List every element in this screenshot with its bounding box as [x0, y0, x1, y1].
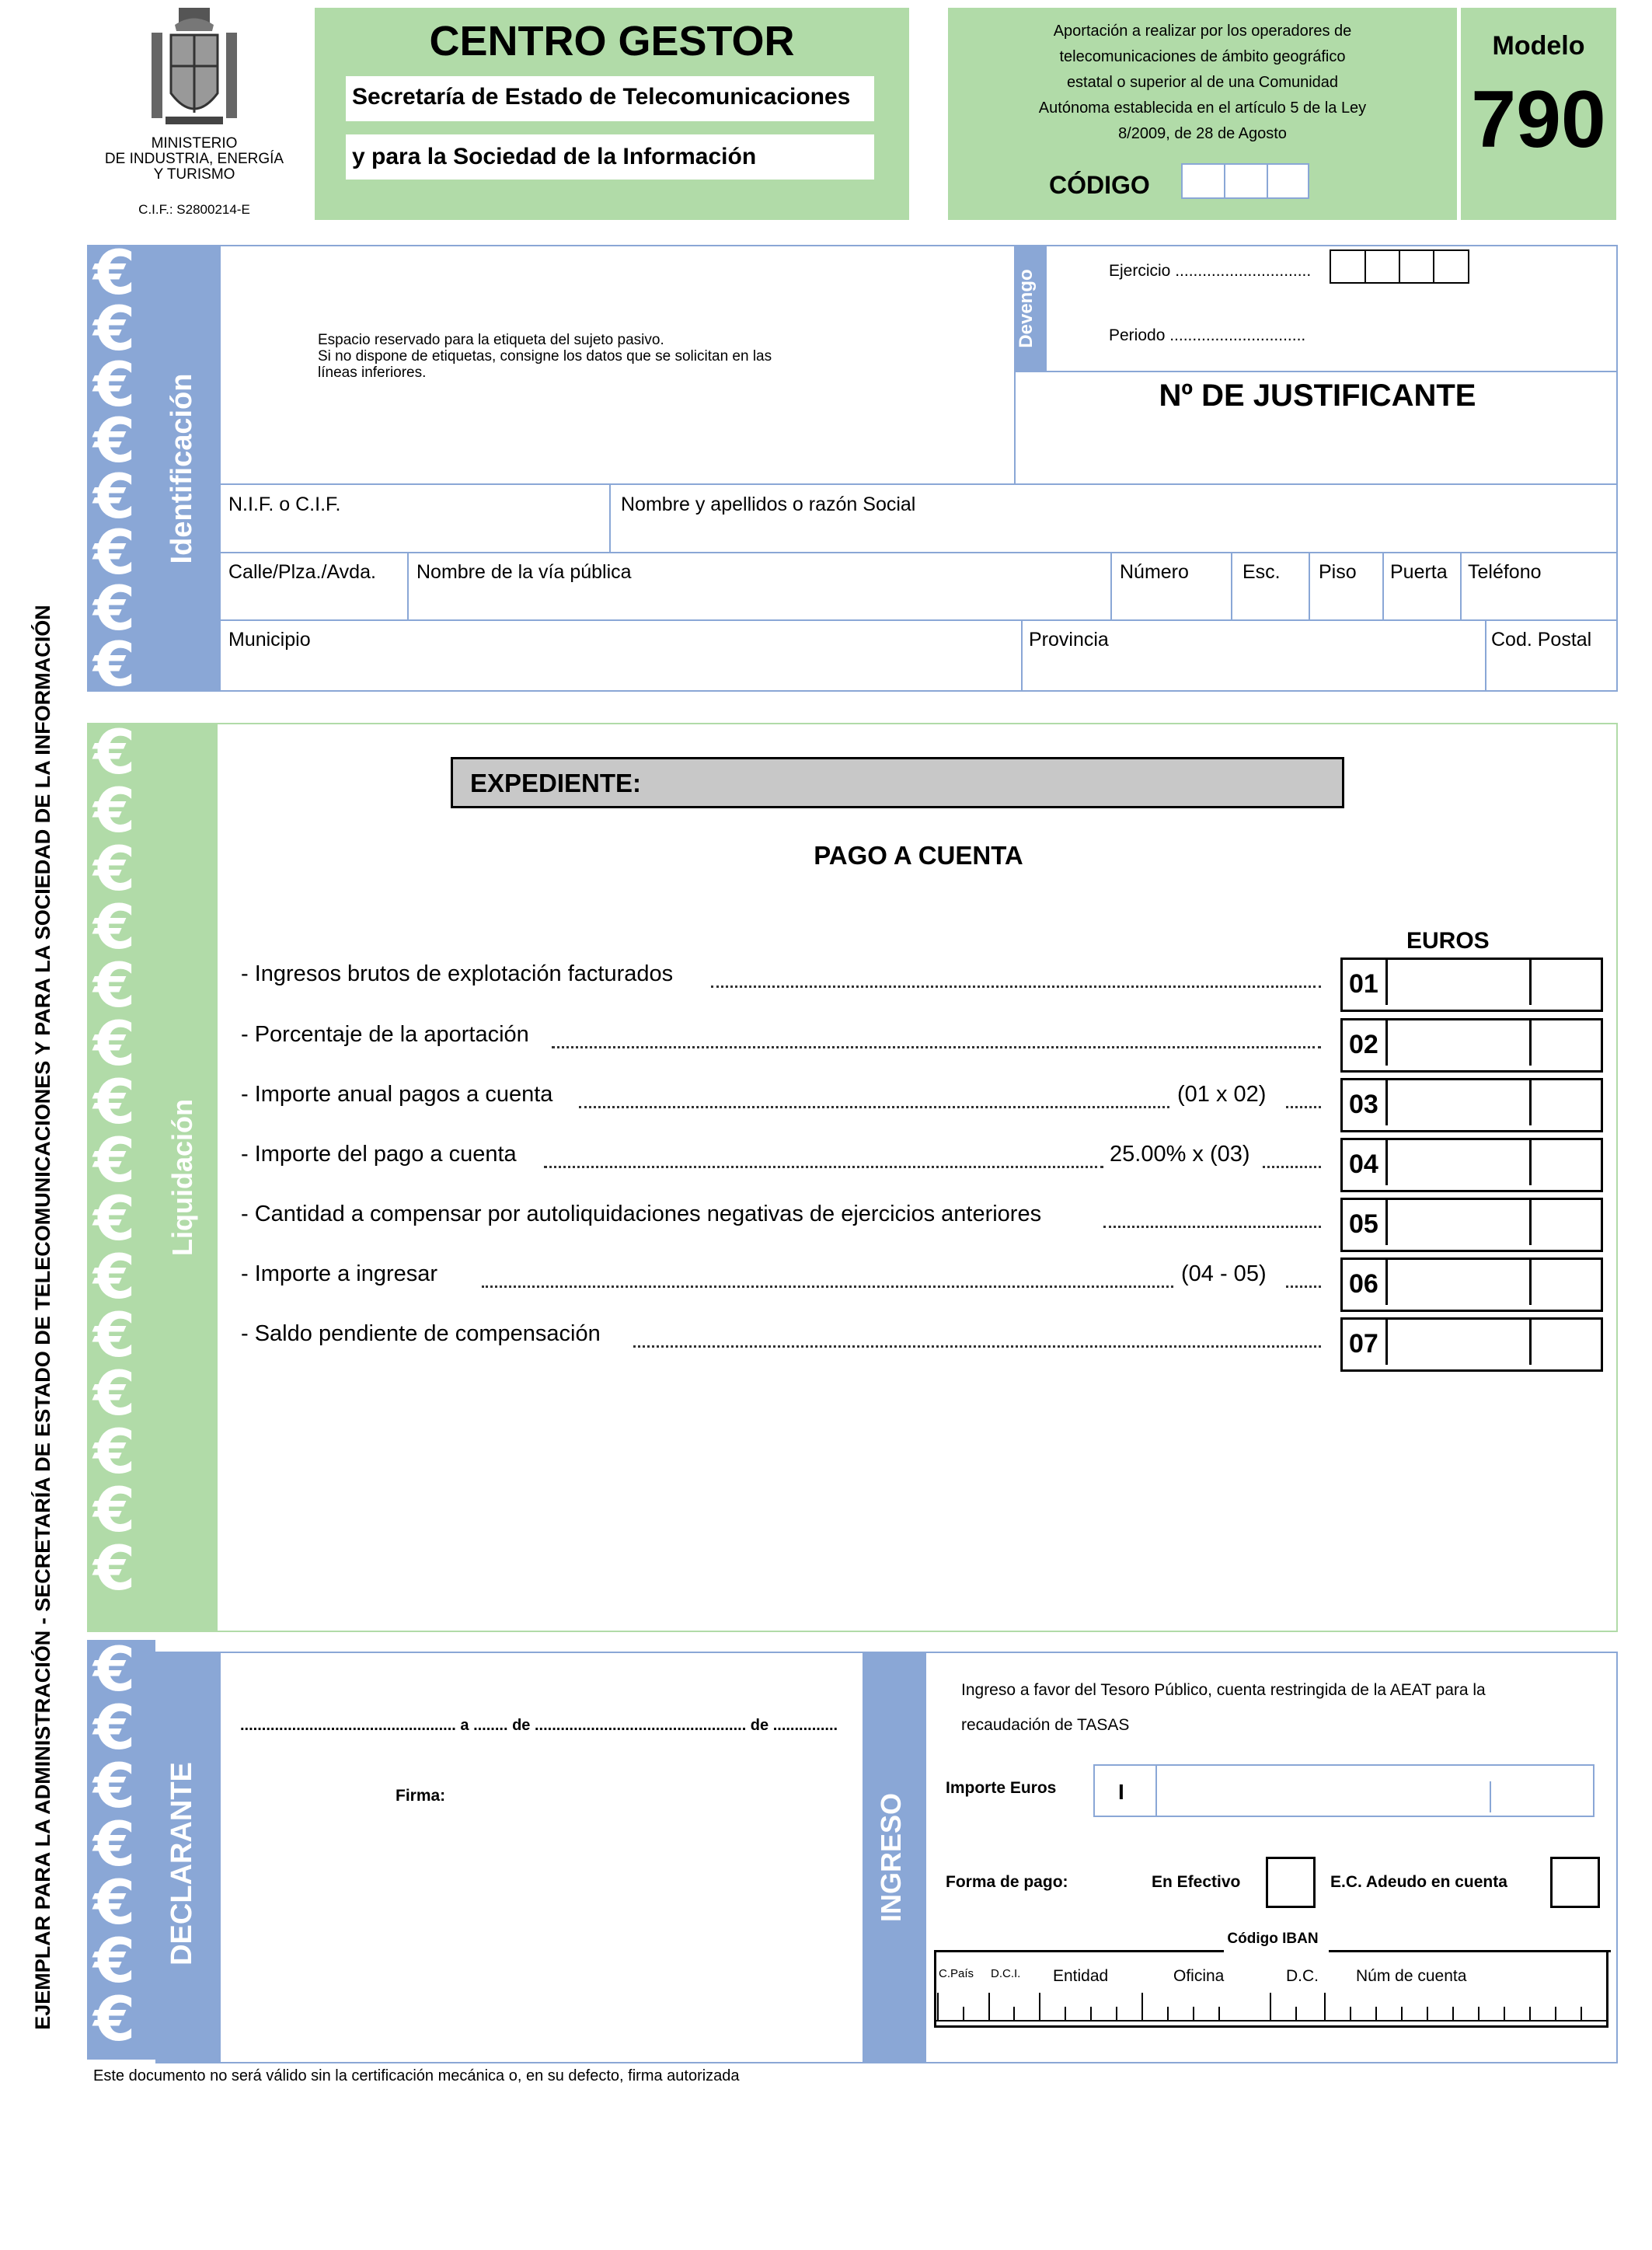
ingreso-intro — [961, 1673, 1486, 1742]
liquidacion-box — [216, 723, 1618, 1632]
ministry-cif: C.I.F.: S2800214-E — [138, 202, 250, 217]
label-note — [318, 332, 772, 381]
row-formula: (04 - 05) — [1181, 1261, 1267, 1286]
identificacion-band — [155, 245, 219, 692]
row-label: - Importe del pago a cuenta — [241, 1142, 517, 1167]
amount-box-05[interactable] — [1340, 1198, 1603, 1252]
footer-note: Este documento no será válido sin la certificación mecánica o, en su defecto, firma autorizada — [93, 2067, 740, 2084]
iban-col-dc: D.C. — [1286, 1967, 1319, 1985]
euro-strip-bottom: € € € € € € € — [87, 1640, 155, 2060]
pago-cuenta-title: PAGO A CUENTA — [814, 841, 1023, 870]
divider — [1231, 552, 1232, 619]
centro-gestor-line1-box — [346, 76, 874, 121]
field-numero[interactable]: Número — [1120, 561, 1189, 583]
ingreso-intro-line: recaudación de TASAS — [961, 1716, 1130, 1734]
divider — [407, 552, 409, 619]
iban-col-cpais: C.País — [939, 1967, 974, 1980]
ministry-block — [78, 8, 311, 225]
row-label: - Porcentaje de la aportación — [241, 1022, 529, 1047]
firma-label: Firma: — [396, 1787, 446, 1805]
divider — [1110, 552, 1112, 619]
ingreso-intro-line: Ingreso a favor del Tesoro Público, cuenta restringida de la AEAT para la — [961, 1681, 1486, 1699]
divider — [1309, 552, 1310, 619]
ministry-line1: MINISTERIO — [151, 135, 238, 152]
centro-gestor-line2: y para la Sociedad de la Información — [352, 144, 757, 169]
liquidacion-band — [155, 723, 216, 1632]
euro-strip-middle: € € € € € € € € € € € € € € € — [87, 723, 155, 1632]
ingreso-label: INGRESO — [875, 1792, 907, 1923]
ministry-line3: Y TURISMO — [153, 166, 235, 183]
coat-of-arms-icon — [144, 8, 245, 132]
row-label: - Saldo pendiente de compensación — [241, 1321, 601, 1346]
declarante-band — [155, 1652, 219, 2063]
expediente-field[interactable] — [451, 757, 1344, 808]
aportacion-line: estatal o superior al de una Comunidad — [1066, 74, 1339, 91]
euros-header: EUROS — [1406, 928, 1490, 954]
euro-strip-top: € € € € € € € € — [87, 245, 155, 692]
identificacion-label: Identificación — [166, 373, 198, 564]
iban-input[interactable] — [934, 1950, 1608, 2028]
row-label: - Cantidad a compensar por autoliquidaciones negativas de ejercicios anteriores — [241, 1202, 1042, 1226]
iban-col-oficina: Oficina — [1173, 1967, 1225, 1985]
date-line: .................................................. a ........ de ................................................. de ............... — [240, 1717, 838, 1734]
label-note-line: líneas inferiores. — [318, 365, 427, 381]
expediente-label: EXPEDIENTE: — [470, 769, 642, 797]
divider — [1382, 552, 1384, 619]
dotted-leader — [552, 1046, 1321, 1048]
divider — [1460, 552, 1462, 619]
forma-pago-label: Forma de pago: — [946, 1873, 1068, 1891]
amount-box-02[interactable] — [1340, 1018, 1603, 1073]
efectivo-checkbox[interactable] — [1266, 1857, 1316, 1908]
field-provincia[interactable]: Provincia — [1029, 629, 1109, 651]
ministry-line2: DE INDUSTRIA, ENERGÍA — [104, 151, 284, 167]
dotted-leader — [1263, 1166, 1321, 1168]
box-number: 01 — [1349, 969, 1378, 999]
efectivo-label: En Efectivo — [1152, 1873, 1241, 1891]
declarante-label: DECLARANTE — [166, 1762, 198, 1966]
fields-row2-line — [221, 552, 1618, 553]
codigo-input[interactable] — [1181, 163, 1309, 199]
field-postal[interactable]: Cod. Postal — [1491, 629, 1592, 651]
field-calle[interactable]: Calle/Plza./Avda. — [228, 561, 376, 583]
centro-gestor-title: CENTRO GESTOR — [429, 18, 795, 65]
dotted-leader — [579, 1106, 1169, 1108]
amount-box-03[interactable] — [1340, 1078, 1603, 1132]
importe-prefix: I — [1118, 1780, 1124, 1804]
divider — [1021, 619, 1023, 692]
field-municipio[interactable]: Municipio — [228, 629, 311, 651]
iban-col-dci: D.C.I. — [991, 1967, 1021, 1980]
devengo-divider-h — [1014, 371, 1618, 372]
field-telefono[interactable]: Teléfono — [1468, 561, 1542, 583]
dotted-leader — [1103, 1226, 1321, 1228]
aportacion-line: Autónoma establecida en el artículo 5 de la Ley — [1038, 99, 1367, 117]
devengo-band — [1016, 246, 1047, 371]
amount-box-04[interactable] — [1340, 1138, 1603, 1192]
amount-box-07[interactable] — [1340, 1317, 1603, 1372]
field-nombre[interactable]: Nombre y apellidos o razón Social — [621, 494, 916, 515]
iban-col-entidad: Entidad — [1053, 1967, 1109, 1985]
label-note-line: Espacio reservado para la etiqueta del sujeto pasivo. — [318, 332, 664, 348]
iban-col-cuenta: Núm de cuenta — [1356, 1967, 1467, 1985]
row-label: - Ingresos brutos de explotación facturados — [241, 961, 674, 986]
divider — [1485, 619, 1486, 692]
row-formula: (01 x 02) — [1177, 1082, 1267, 1107]
field-nif[interactable]: N.I.F. o C.I.F. — [228, 494, 341, 515]
devengo-divider-v — [1014, 246, 1016, 483]
side-vertical-text: EJEMPLAR PARA LA ADMINISTRACIÓN - SECRETARÍA DE ESTADO DE TELECOMUNICACIONES Y PARA LA SOCIEDAD DE LA INFORMACIÓN — [31, 605, 54, 2030]
row-label: - Importe a ingresar — [241, 1261, 438, 1286]
declarante-box — [219, 1652, 864, 2063]
box-number: 04 — [1349, 1149, 1378, 1179]
centro-gestor-line1: Secretaría de Estado de Telecomunicaciones — [352, 84, 851, 110]
aportacion-line: 8/2009, de 28 de Agosto — [1118, 125, 1287, 142]
dotted-leader — [711, 985, 1321, 988]
box-number: 02 — [1349, 1030, 1378, 1059]
importe-label: Importe Euros — [946, 1779, 1057, 1797]
dotted-leader — [544, 1166, 1103, 1168]
fields-row1-line — [221, 483, 1618, 485]
box-number: 06 — [1349, 1269, 1378, 1299]
modelo-label: Modelo — [1492, 31, 1585, 61]
box-number: 07 — [1349, 1329, 1378, 1359]
aportacion-line: Aportación a realizar por los operadores de — [1053, 23, 1352, 40]
aportacion-line: telecomunicaciones de ámbito geográfico — [1059, 48, 1346, 65]
field-via[interactable]: Nombre de la vía pública — [416, 561, 632, 583]
field-esc[interactable]: Esc. — [1242, 561, 1281, 583]
aportacion-box — [948, 8, 1457, 220]
field-puerta[interactable]: Puerta — [1390, 561, 1448, 583]
dotted-leader — [633, 1345, 1321, 1348]
divider — [609, 483, 611, 552]
ingreso-band — [864, 1652, 925, 2063]
devengo-label: Devengo — [1016, 269, 1037, 348]
adeudo-label: E.C. Adeudo en cuenta — [1330, 1873, 1507, 1891]
ejercicio-input[interactable] — [1330, 249, 1469, 284]
amount-box-01[interactable] — [1340, 958, 1603, 1012]
centro-gestor-box — [315, 8, 909, 220]
ingreso-box — [925, 1652, 1618, 2063]
fields-row3-line — [221, 619, 1618, 621]
field-piso[interactable]: Piso — [1319, 561, 1357, 583]
iban-tick-marks — [936, 1993, 1606, 2024]
row-formula: 25.00% x (03) — [1110, 1142, 1250, 1167]
ministry-name — [78, 136, 311, 183]
dotted-leader — [1286, 1285, 1321, 1288]
importe-input[interactable] — [1093, 1764, 1594, 1817]
aportacion-text — [964, 19, 1441, 147]
ejercicio-label: Ejercicio .............................. — [1109, 262, 1312, 280]
row-label: - Importe anual pagos a cuenta — [241, 1082, 553, 1107]
adeudo-checkbox[interactable] — [1550, 1857, 1600, 1908]
centro-gestor-line2-box — [346, 134, 874, 180]
label-note-line: Si no dispone de etiquetas, consigne los datos que se solicitan en las — [318, 348, 772, 365]
justificante-label: Nº DE JUSTIFICANTE — [1159, 378, 1476, 413]
liquidacion-label: Liquidación — [166, 1099, 198, 1256]
identificacion-box — [219, 245, 1618, 692]
codigo-label: CÓDIGO — [1049, 171, 1150, 199]
box-number: 03 — [1349, 1090, 1378, 1119]
modelo-number: 790 — [1471, 75, 1606, 165]
iban-label: Código IBAN — [1227, 1931, 1319, 1947]
amount-box-06[interactable] — [1340, 1258, 1603, 1312]
dotted-leader — [1286, 1106, 1321, 1108]
modelo-box — [1461, 8, 1616, 220]
dotted-leader — [482, 1285, 1173, 1288]
box-number: 05 — [1349, 1209, 1378, 1239]
periodo-label: Periodo .............................. — [1109, 326, 1306, 344]
